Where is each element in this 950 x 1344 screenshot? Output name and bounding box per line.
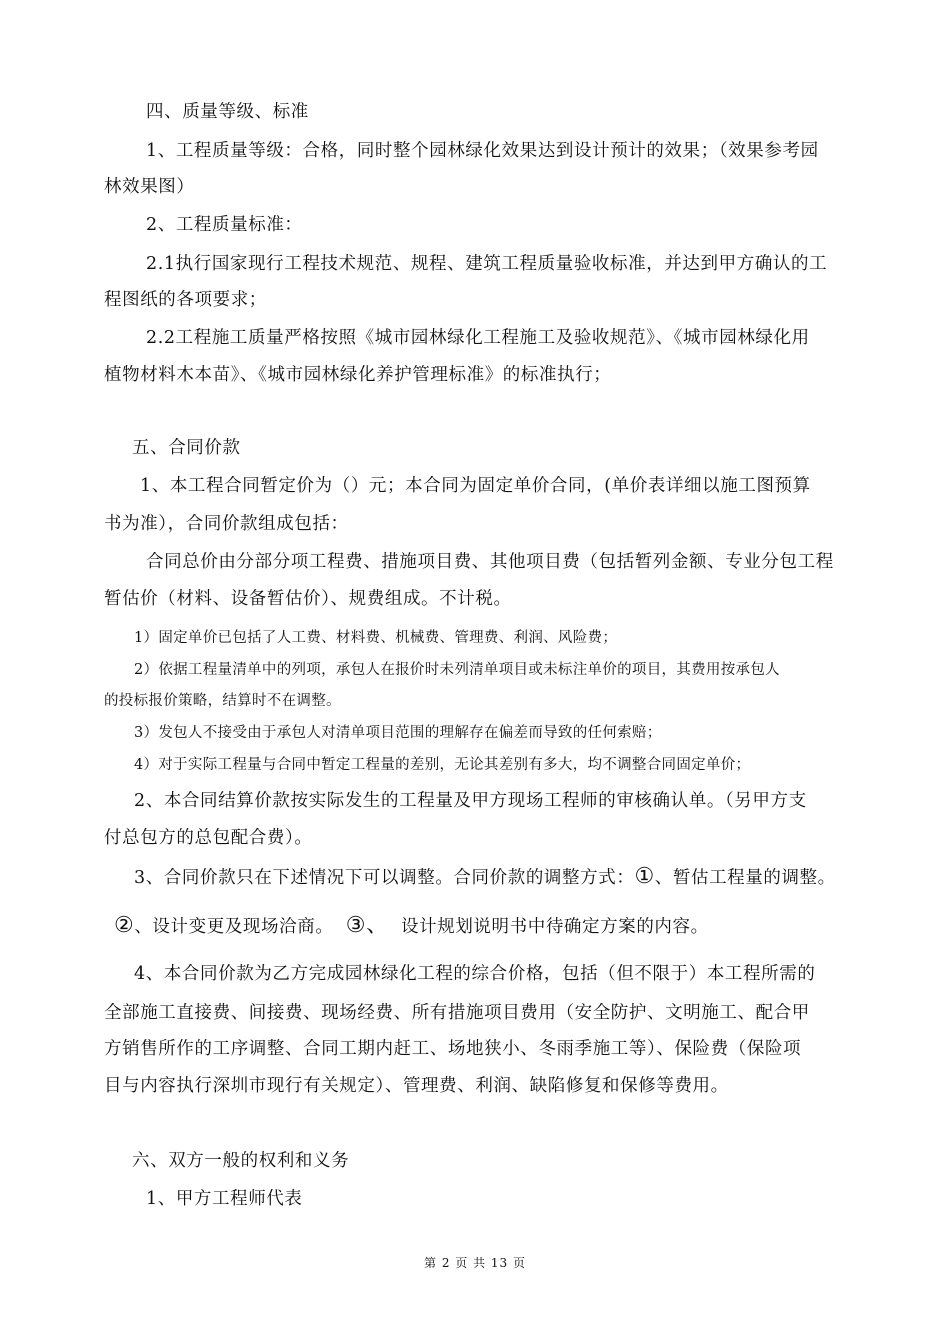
section-4-heading: 四、质量等级、标准	[146, 102, 309, 122]
section-5-total-line-1: 合同总价由分部分项工程费、措施项目费、其他项目费（包括暂列金额、专业分包工程	[146, 552, 834, 572]
circled-number-1: ①	[634, 864, 655, 889]
section-5-note-2-line-1: 2）依据工程量清单中的列项，承包人在报价时未列清单项目或未标注单价的项目，其费用按承包人	[134, 662, 780, 678]
section-5-item-4-line-1: 4、本合同价款为乙方完成园林绿化工程的综合价格，包括（但不限于）本工程所需的	[134, 964, 816, 984]
section-5-item-4-line-4: 目与内容执行深圳市现行有关规定）、管理费、利润、缺陷修复和保修等费用。	[104, 1076, 729, 1096]
section-4-item-1-line-2: 林效果图）	[104, 177, 195, 197]
section-5-item-4-line-3: 方销售所作的工序调整、合同工期内赶工、场地狭小、冬雨季施工等）、保险费（保险项	[104, 1039, 802, 1059]
section-5-item-1-line-1: 1、本工程合同暂定价为（）元；本合同为固定单价合同，(单价表详细以施工图预算	[140, 476, 811, 496]
section-5-note-2-line-2: 的投标报价策略，结算时不在调整。	[104, 693, 341, 709]
section-6-item-1: 1、甲方工程师代表	[146, 1189, 303, 1209]
section-4-item-2-1-line-2: 程图纸的各项要求；	[104, 290, 267, 310]
section-4-item-2-2-line-1: 2.2工程施工质量严格按照《城市园林绿化工程施工及验收规范》、《城市园林绿化用	[146, 328, 810, 348]
section-5-item-4-line-2: 全部施工直接费、间接费、现场经费、所有措施项目费用（安全防护、文明施工、配合甲	[104, 1003, 810, 1023]
section-5-item-3-line-1	[134, 864, 836, 889]
section-5-item-2-line-2: 付总包方的总包配合费）。	[104, 828, 313, 848]
section-5-item-2-line-1: 2、本合同结算价款按实际发生的工程量及甲方现场工程师的审核确认单。（另甲方支	[134, 791, 807, 811]
section-5-total-line-2: 暂估价（材料、设备暂估价）、规费组成。不计税。	[104, 589, 512, 609]
section-4-item-2-1-line-1: 2.1执行国家现行工程技术规范、规程、建筑工程质量验收标准，并达到甲方确认的工	[146, 254, 828, 274]
circled-number-2: ②	[114, 913, 135, 938]
section-5-item-3-text: 3、合同价款只在下述情况下可以调整。合同价款的调整方式：	[134, 868, 635, 888]
section-5-note-1: 1）固定单价已包括了人工费、材料费、机械费、管理费、利润、风险费；	[134, 630, 618, 646]
section-4-item-2: 2、工程质量标准：	[146, 215, 303, 235]
circled-number-3: ③、	[345, 913, 389, 938]
section-5-item-3-option-2: 、设计变更及现场洽商。	[134, 917, 334, 937]
section-5-item-3-option-3: 设计规划说明书中待确定方案的内容。	[401, 917, 709, 937]
section-5-note-4-number: 4）	[134, 757, 159, 773]
page-number-footer: 第 2 页 共 13 页	[424, 1256, 526, 1270]
section-5-item-3-line-2	[114, 908, 709, 939]
section-4-item-2-2-line-2: 植物材料木本苗》、《城市园林绿化养护管理标准》的标准执行；	[104, 365, 612, 385]
section-5-note-4	[134, 753, 750, 774]
section-5-item-1-line-2: 书为准），合同价款组成包括：	[104, 514, 349, 534]
section-5-note-4-text: 对于实际工程量与合同中暂定工程量的差别，无论其差别有多大，均不调整合同固定单价；	[158, 757, 751, 773]
section-6-heading: 六、双方一般的权利和义务	[132, 1151, 350, 1171]
section-5-heading: 五、合同价款	[132, 438, 241, 458]
section-4-item-1-line-1: 1、工程质量等级：合格，同时整个园林绿化效果达到设计预计的效果；（效果参考园	[146, 141, 819, 161]
section-5-item-3-option-1: 、暂估工程量的调整。	[654, 868, 836, 888]
section-5-note-3: 3）发包人不接受由于承包人对清单项目范围的理解存在偏差而导致的任何索赔；	[134, 725, 662, 741]
